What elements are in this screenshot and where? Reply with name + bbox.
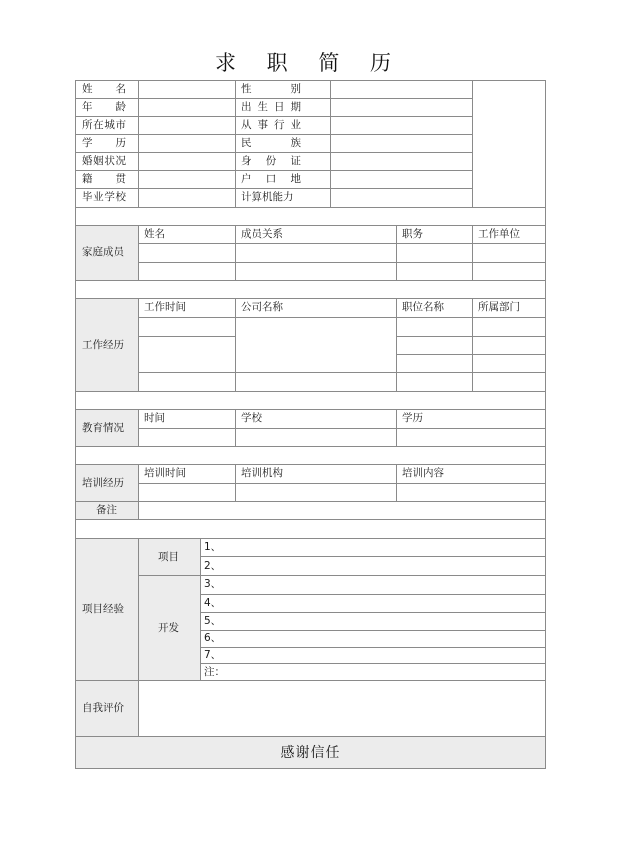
project-section-label: 项目经验: [82, 603, 124, 615]
label-industry: 从 事 行 业: [241, 119, 301, 131]
label-native-place: 籍 贯: [82, 173, 126, 185]
label-birth-date: 出 生 日 期: [241, 101, 301, 113]
education-header-time: 时间: [144, 412, 165, 424]
education-header-degree: 学历: [402, 412, 423, 424]
label-name: 姓 名: [82, 83, 126, 95]
label-graduated-school: 毕 业 学 校: [82, 191, 126, 203]
project-line-4: 4、: [204, 597, 222, 609]
family-header-relation: 成员关系: [241, 228, 283, 240]
remarks-label: 备注: [96, 504, 117, 516]
page-title: 求 职 简 历: [214, 51, 404, 75]
development-sub-label: 开发: [158, 622, 179, 634]
project-line-6: 6、: [204, 632, 222, 644]
work-header-time: 工作时间: [144, 301, 186, 313]
education-header-school: 学校: [241, 412, 262, 424]
family-header-position: 职务: [402, 228, 423, 240]
label-hukou: 户 口 地: [241, 173, 301, 185]
project-note: 注：: [204, 666, 225, 678]
work-header-company: 公司名称: [241, 301, 283, 313]
self-evaluation-label: 自我评价: [82, 702, 124, 714]
closing-text: 感谢信任: [280, 745, 341, 761]
project-line-3: 3、: [204, 578, 222, 590]
project-sub-label: 项目: [158, 551, 179, 563]
label-age: 年 龄: [82, 101, 126, 113]
label-marital-status: 婚 姻 状 况: [82, 155, 126, 167]
training-header-institution: 培训机构: [241, 467, 283, 479]
education-section-label: 教育情况: [82, 422, 124, 434]
family-header-employer: 工作单位: [478, 228, 520, 240]
label-computer-skills: 计算机能力: [241, 191, 294, 203]
work-section-label: 工作经历: [82, 339, 124, 351]
label-ethnicity: 民 族: [241, 137, 301, 149]
training-section-label: 培训经历: [82, 477, 124, 489]
training-header-content: 培训内容: [402, 467, 444, 479]
project-line-7: 7、: [204, 649, 222, 661]
family-header-name: 姓名: [144, 228, 165, 240]
training-header-time: 培训时间: [144, 467, 186, 479]
work-header-job-title: 职位名称: [402, 301, 444, 313]
project-line-5: 5、: [204, 615, 222, 627]
label-gender: 性 别: [241, 83, 301, 95]
label-education-level: 学 历: [82, 137, 126, 149]
project-line-1: 1、: [204, 541, 222, 553]
family-section-label: 家庭成员: [82, 246, 124, 258]
work-header-department: 所属部门: [478, 301, 520, 313]
label-city: 所 在 城 市: [82, 119, 126, 131]
label-id-card: 身 份 证: [241, 155, 301, 167]
project-line-2: 2、: [204, 560, 222, 572]
